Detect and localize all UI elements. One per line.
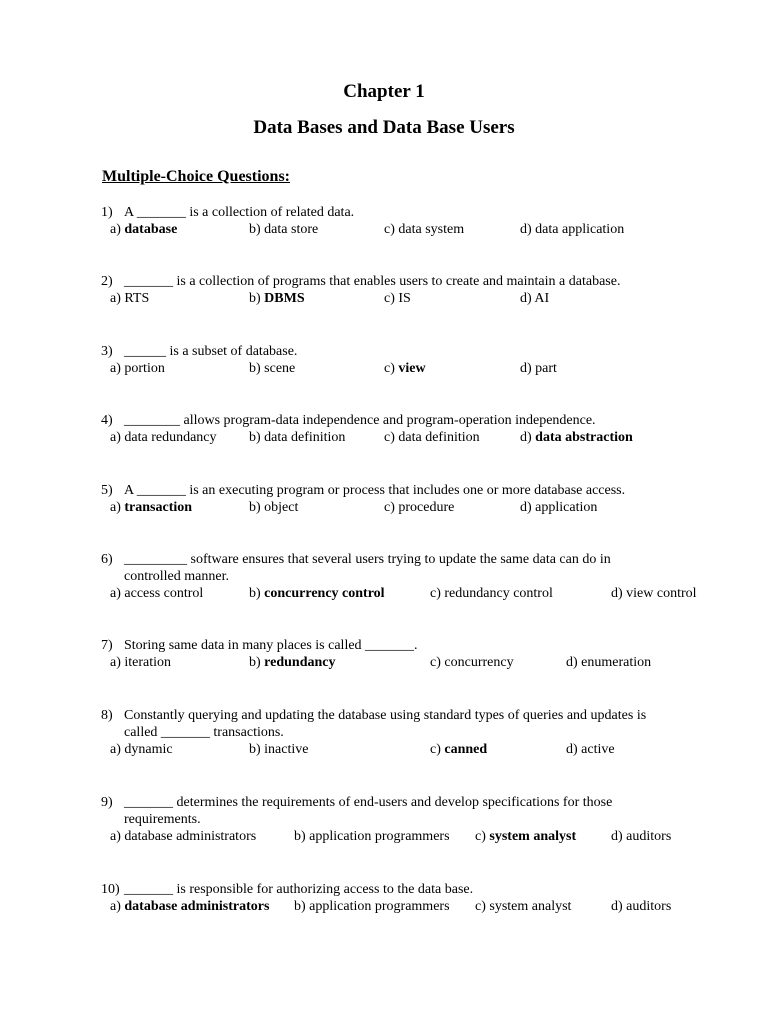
option-c: [384, 499, 454, 516]
question-text: _______ is responsible for authorizing access to the data base.: [124, 882, 474, 897]
correct-answer-text: transaction: [124, 500, 193, 515]
option-a: [110, 429, 217, 446]
correct-answer-text: data abstraction: [535, 430, 633, 445]
option-letter: a): [110, 586, 125, 601]
option-letter: c): [475, 899, 490, 914]
option-text: auditors: [626, 899, 672, 914]
option-c: [475, 898, 571, 915]
question-number: 10): [101, 882, 120, 897]
option-d: [566, 654, 651, 671]
option-letter: b): [294, 829, 310, 844]
option-letter: a): [110, 222, 125, 237]
option-text: data definition: [264, 430, 346, 445]
option-text: application: [535, 500, 598, 515]
option-text: concurrency: [444, 655, 514, 670]
option-text: procedure: [398, 500, 455, 515]
option-letter: a): [110, 430, 125, 445]
option-letter: d): [566, 742, 582, 757]
question-number: 2): [101, 274, 113, 289]
option-d: [520, 499, 597, 516]
option-letter: b): [294, 899, 310, 914]
option-text: data store: [264, 222, 319, 237]
option-letter: d): [611, 829, 627, 844]
option-letter: a): [110, 899, 125, 914]
option-letter: b): [249, 586, 265, 601]
option-a: [110, 828, 256, 845]
question-text: _______ determines the requirements of end-users and develop specifications for those: [124, 795, 613, 810]
question-text: Constantly querying and updating the database using standard types of queries and updates is: [124, 708, 647, 723]
question-text: controlled manner.: [124, 569, 229, 584]
option-text: IS: [398, 291, 411, 306]
option-letter: a): [110, 829, 125, 844]
option-d: [520, 429, 633, 446]
option-letter: d): [566, 655, 582, 670]
option-c: [384, 360, 426, 377]
correct-answer-text: database administrators: [124, 899, 270, 914]
option-letter: c): [384, 361, 399, 376]
correct-answer-text: concurrency control: [264, 586, 385, 601]
option-letter: b): [249, 222, 265, 237]
question-number: 3): [101, 344, 113, 359]
section-heading: Multiple-Choice Questions:: [102, 168, 290, 185]
option-text: redundancy control: [444, 586, 553, 601]
question-number: 9): [101, 795, 113, 810]
question-text: ________ allows program-data independence and program-operation independence.: [124, 413, 596, 428]
option-d: [611, 828, 671, 845]
correct-answer-text: system analyst: [489, 829, 577, 844]
question-text: A _______ is a collection of related data.: [124, 205, 355, 220]
option-a: [110, 898, 269, 915]
option-text: scene: [264, 361, 296, 376]
option-letter: a): [110, 742, 125, 757]
option-c: [430, 585, 553, 602]
option-text: part: [535, 361, 557, 376]
option-a: [110, 741, 173, 758]
option-letter: d): [611, 586, 627, 601]
option-b: [249, 499, 298, 516]
chapter-heading: Chapter 1: [343, 81, 425, 102]
option-a: [110, 221, 177, 238]
option-text: enumeration: [581, 655, 652, 670]
option-d: [520, 221, 624, 238]
option-letter: c): [384, 430, 399, 445]
option-b: [249, 221, 318, 238]
option-letter: b): [249, 500, 265, 515]
correct-answer-text: DBMS: [264, 291, 305, 306]
option-text: portion: [124, 361, 165, 376]
option-a: [110, 585, 203, 602]
question-text: A _______ is an executing program or process that includes one or more database access.: [124, 483, 626, 498]
option-letter: c): [430, 655, 445, 670]
option-a: [110, 290, 149, 307]
option-b: [249, 290, 305, 307]
option-letter: d): [611, 899, 627, 914]
question-text: Storing same data in many places is called _______.: [124, 638, 418, 653]
option-letter: d): [520, 291, 535, 306]
option-text: object: [264, 500, 299, 515]
option-b: [249, 585, 385, 602]
option-letter: b): [249, 655, 265, 670]
question-number: 8): [101, 708, 113, 723]
correct-answer-text: canned: [444, 742, 488, 757]
option-letter: a): [110, 291, 125, 306]
option-letter: b): [249, 430, 265, 445]
option-letter: b): [249, 361, 265, 376]
option-letter: c): [384, 222, 399, 237]
question-text: requirements.: [124, 812, 201, 827]
option-letter: d): [520, 361, 536, 376]
option-letter: b): [249, 291, 265, 306]
option-a: [110, 360, 165, 377]
option-letter: a): [110, 655, 125, 670]
question-number: 7): [101, 638, 113, 653]
option-letter: d): [520, 500, 536, 515]
option-text: inactive: [264, 742, 309, 757]
option-text: application programmers: [309, 899, 450, 914]
option-letter: a): [110, 500, 125, 515]
option-b: [249, 654, 336, 671]
page-title: Data Bases and Data Base Users: [253, 117, 515, 138]
option-d: [566, 741, 615, 758]
option-text: auditors: [626, 829, 672, 844]
correct-answer-text: database: [124, 222, 178, 237]
question-number: 5): [101, 483, 113, 498]
question-text: ______ is a subset of database.: [124, 344, 298, 359]
option-text: database administrators: [124, 829, 257, 844]
option-letter: c): [430, 742, 445, 757]
option-d: [520, 290, 549, 307]
option-text: iteration: [124, 655, 172, 670]
option-a: [110, 654, 171, 671]
option-text: RTS: [124, 291, 150, 306]
option-letter: c): [475, 829, 490, 844]
option-c: [475, 828, 576, 845]
question-text: _______ is a collection of programs that enables users to create and maintain a database.: [124, 274, 621, 289]
question-text: _________ software ensures that several users trying to update the same data can do in: [124, 552, 611, 567]
question-number: 4): [101, 413, 113, 428]
option-a: [110, 499, 192, 516]
option-letter: c): [384, 500, 399, 515]
correct-answer-text: view: [398, 361, 426, 376]
option-b: [249, 360, 295, 377]
option-c: [430, 741, 487, 758]
option-c: [384, 221, 464, 238]
question-number: 1): [101, 205, 113, 220]
option-text: AI: [534, 291, 550, 306]
question-text: called _______ transactions.: [124, 725, 284, 740]
option-text: data system: [398, 222, 465, 237]
option-c: [384, 429, 480, 446]
option-c: [430, 654, 514, 671]
option-letter: a): [110, 361, 125, 376]
option-text: data application: [535, 222, 625, 237]
option-b: [294, 828, 450, 845]
option-text: system analyst: [489, 899, 572, 914]
option-text: data redundancy: [124, 430, 217, 445]
option-b: [249, 741, 308, 758]
option-text: data definition: [398, 430, 480, 445]
option-b: [249, 429, 345, 446]
option-letter: d): [520, 430, 536, 445]
question-number: 6): [101, 552, 113, 567]
option-text: access control: [124, 586, 204, 601]
option-c: [384, 290, 411, 307]
option-d: [520, 360, 557, 377]
option-letter: c): [430, 586, 445, 601]
correct-answer-text: redundancy: [264, 655, 336, 670]
option-letter: b): [249, 742, 265, 757]
option-text: active: [581, 742, 615, 757]
option-letter: c): [384, 291, 399, 306]
option-letter: d): [520, 222, 536, 237]
option-d: [611, 585, 697, 602]
option-text: view control: [626, 586, 697, 601]
option-text: application programmers: [309, 829, 450, 844]
option-d: [611, 898, 671, 915]
option-text: dynamic: [124, 742, 173, 757]
option-b: [294, 898, 450, 915]
